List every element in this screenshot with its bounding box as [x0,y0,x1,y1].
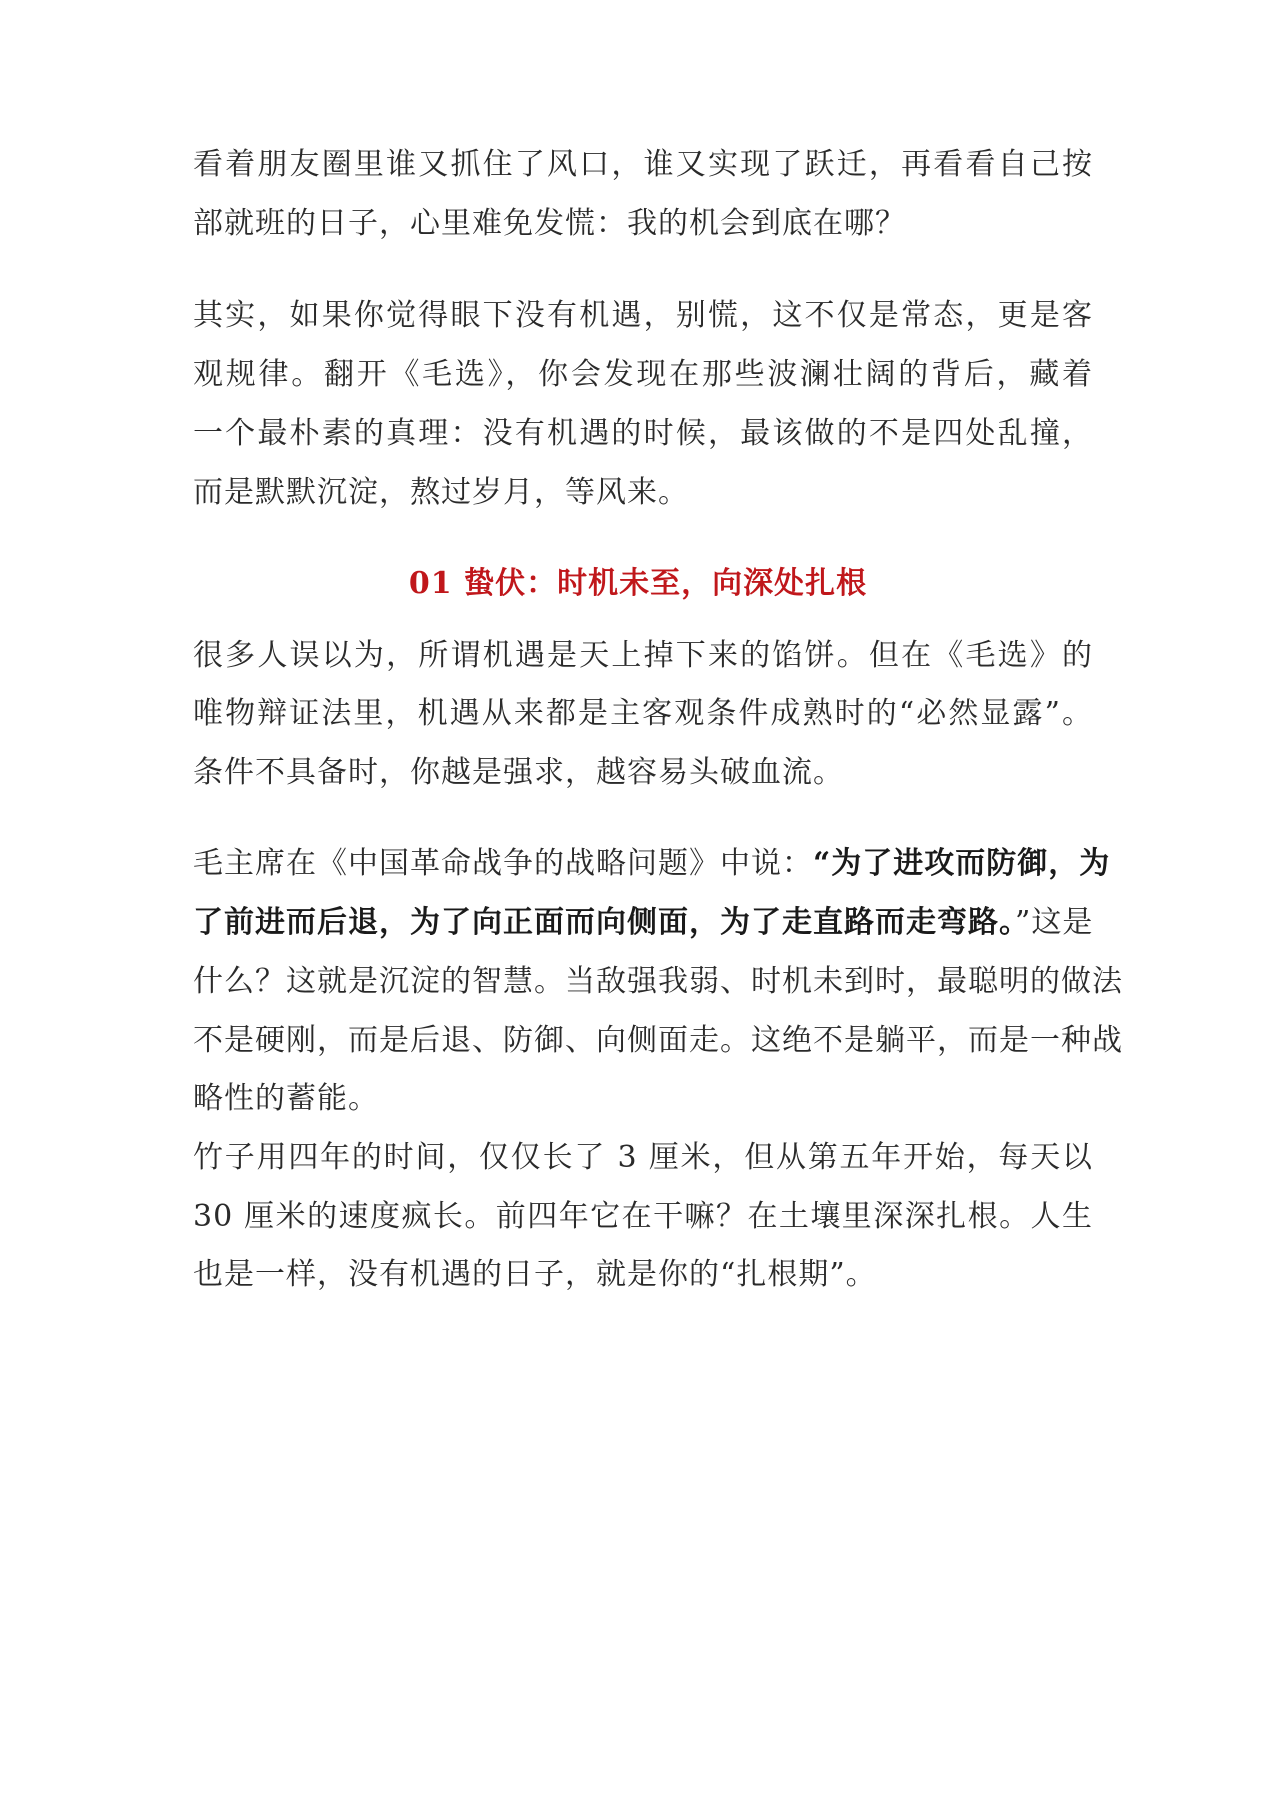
paragraph-5-line-2: 30 厘米的速度疯长。前四年它在干嘛？在土壤里深深扎根。人生 [193,1199,1093,1234]
paragraph-2-line-1: 其实，如果你觉得眼下没有机遇，别慌，这不仅是常态，更是客 [193,298,1093,333]
section-heading: 01 蛰伏：时机未至，向深处扎根 [408,566,868,601]
quote-intro: 毛主席在《中国革命战争的战略问题》中说： [193,846,813,881]
paragraph-4-line-5: 略性的蓄能。 [193,1081,379,1116]
paragraph-4-line-1 [193,844,1111,884]
paragraph-2-line-3: 一个最朴素的真理：没有机遇的时候，最该做的不是四处乱撞， [193,416,1093,451]
paragraph-5-line-1: 竹子用四年的时间，仅仅长了 3 厘米，但从第五年开始，每天以 [193,1140,1093,1175]
paragraph-1-line-2: 部就班的日子，心里难免发慌：我的机会到底在哪？ [193,206,906,241]
paragraph-5-line-3: 也是一样，没有机遇的日子，就是你的“扎根期”。 [193,1257,877,1292]
paragraph-1-line-1: 看着朋友圈里谁又抓住了风口，谁又实现了跃迁，再看看自己按 [193,147,1093,182]
paragraph-4-line-4: 不是硬刚，而是后退、防御、向侧面走。这绝不是躺平，而是一种战 [193,1023,1123,1058]
paragraph-3-line-2: 唯物辩证法里，机遇从来都是主客观条件成熟时的“必然显露”。 [193,696,1093,731]
quote-bold-start: “为了进攻而防御，为 [813,846,1111,881]
paragraph-4-line-2 [193,903,1093,943]
quote-bold-end: 了前进而后退，为了向正面而向侧面，为了走直路而走弯路。 [193,905,1015,940]
paragraph-2-line-2: 观规律。翻开《毛选》，你会发现在那些波澜壮阔的背后，藏着 [193,357,1093,392]
paragraph-2-line-4: 而是默默沉淀，熬过岁月，等风来。 [193,475,689,510]
quote-tail: ”这是 [1015,905,1094,940]
paragraph-3-line-3: 条件不具备时，你越是强求，越容易头破血流。 [193,755,844,790]
paragraph-3-line-1: 很多人误以为，所谓机遇是天上掉下来的馅饼。但在《毛选》的 [193,638,1093,673]
paragraph-4-line-3: 什么？这就是沉淀的智慧。当敌强我弱、时机未到时，最聪明的做法 [193,964,1123,999]
